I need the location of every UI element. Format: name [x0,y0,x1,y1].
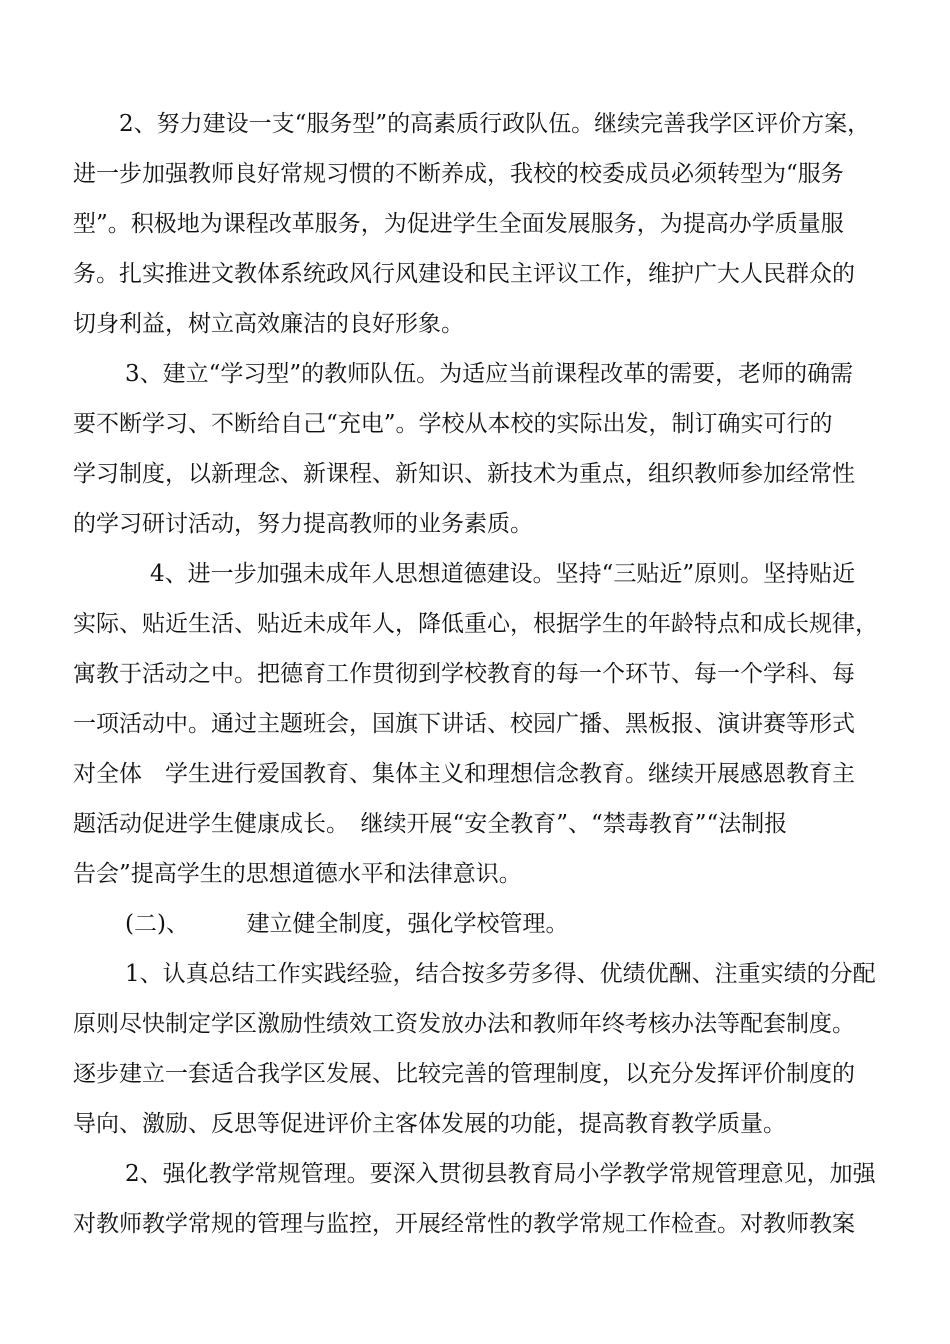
text-line: 要不断学习、不断给自己“充电”。学校从本校的实际出发，制订确实可行的 [73,411,833,437]
text-line: 题活动促进学生健康成长。 继续开展“安全教育”、“禁毒教育”“法制报 [73,811,788,837]
text-line: 1、认真总结工作实践经验，结合按多劳多得、优绩优酬、注重实绩的分配 [125,961,876,987]
text-line: 进一步加强教师良好常规习惯的不断养成，我校的校委成员必须转型为“服务 [73,161,844,187]
text-line: 2、强化教学常规管理。要深入贯彻县教育局小学教学常规管理意见，加强 [125,1161,876,1187]
text-line: 学习制度，以新理念、新课程、新知识、新技术为重点，组织教师参加经常性 [73,461,855,487]
text-line: 型”。积极地为课程改革服务，为促进学生全面发展服务，为提高办学质量服 [73,211,844,237]
text-line: 导向、激励、反思等促进评价主客体发展的功能，提高教育教学质量。 [73,1111,786,1137]
text-line: 务。扎实推进文教体系统政风行风建设和民主评议工作，维护广大人民群众的 [73,261,855,287]
text-line: 的学习研讨活动，努力提高教师的业务素质。 [73,511,533,537]
text-line: 4、进一步加强未成年人思想道德建设。坚持“三贴近”原则。坚持贴近 [150,561,856,587]
text-line: 告会”提高学生的思想道德水平和法律意识。 [73,861,522,887]
text-line: 原则尽快制定学区激励性绩效工资发放办法和教师年终考核办法等配套制度。 [73,1011,855,1037]
text-line: 对教师教学常规的管理与监控，开展经常性的教学常规工作检查。对教师教案 [73,1211,855,1237]
text-line: 实际、贴近生活、贴近未成年人，降低重心，根据学生的年龄特点和成长规律， [73,611,878,637]
section-heading: (二)、 建立健全制度，强化学校管理。 [125,911,569,937]
text-line: 2、努力建设一支“服务型”的高素质行政队伍。继续完善我学区评价方案， [119,111,871,137]
text-line: 一项活动中。通过主题班会，国旗下讲话、校园广播、黑板报、演讲赛等形式 [73,711,855,737]
text-line: 寓教于活动之中。把德育工作贯彻到学校教育的每一个环节、每一个学科、每 [73,661,855,687]
text-line: 切身利益，树立高效廉洁的良好形象。 [73,311,464,337]
text-line: 对全体 学生进行爱国教育、集体主义和理想信念教育。继续开展感恩教育主 [73,761,855,787]
text-line: 3、建立“学习型”的教师队伍。为适应当前课程改革的需要，老师的确需 [125,361,854,387]
text-line: 逐步建立一套适合我学区发展、比较完善的管理制度，以充分发挥评价制度的 [73,1061,855,1087]
